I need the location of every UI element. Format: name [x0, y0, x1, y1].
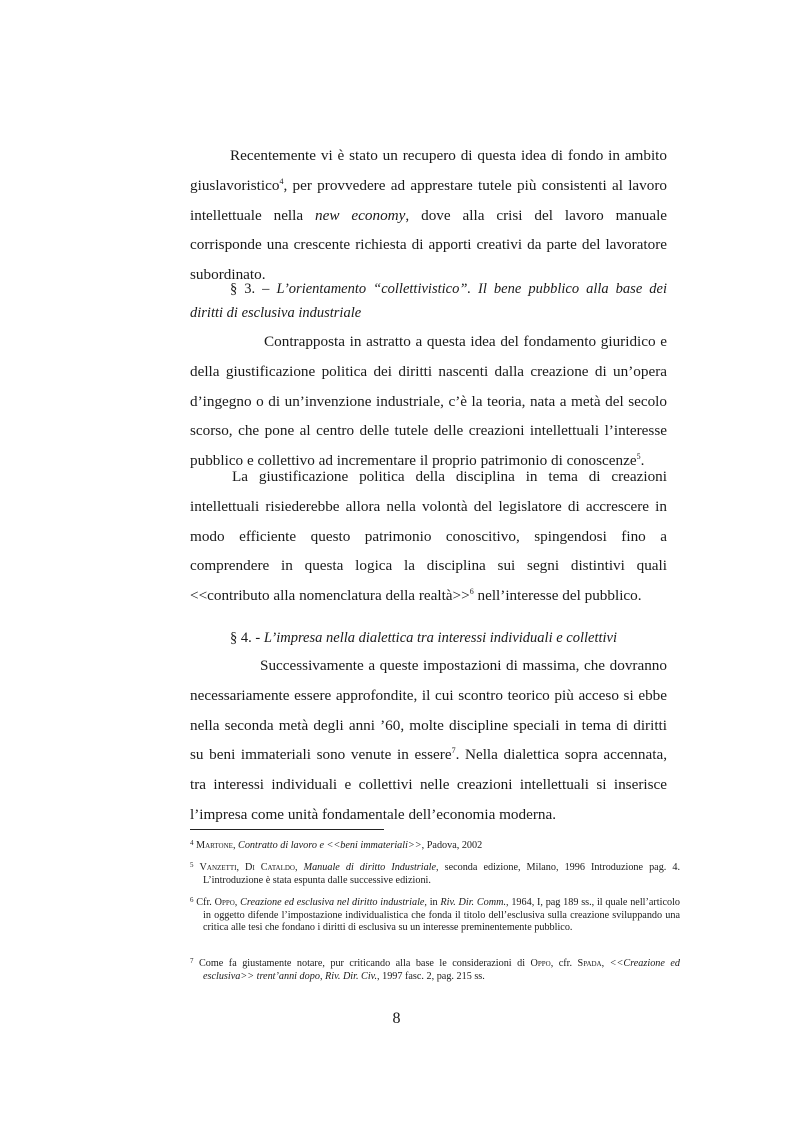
journal: Riv. Dir. Civ.: [325, 970, 377, 982]
author: Oppo: [214, 897, 235, 908]
text: , in: [424, 897, 441, 908]
text: ,: [295, 862, 304, 873]
work-title: Contratto di lavoro e <<beni immateriali>>: [238, 840, 422, 851]
footnote-7: [190, 958, 680, 983]
section-heading-4: [190, 626, 667, 650]
paragraph-contrapposta: [190, 327, 667, 476]
work-title: Manuale di diritto Industriale: [303, 862, 437, 873]
footnote-number: 4: [190, 839, 194, 847]
section-number: § 3. –: [230, 281, 277, 297]
text: , per provvedere ad apprestare tutele più consistenti al lavoro intellettuale nella: [190, 176, 667, 224]
text: , dove alla crisi del lavoro manuale corrisponde una crescente richiesta di apporti creativi da parte del lavoratore subordinato.: [190, 206, 668, 284]
section-number: § 4. -: [230, 630, 264, 646]
text: Cfr.: [196, 897, 215, 908]
text: nell’interesse del pubblico.: [473, 587, 642, 605]
footnote-ref-6[interactable]: 6: [469, 587, 474, 597]
text: Contrapposta in astratto a questa idea del fondamento giuridico e della giustificazione politica dei diritti nascenti dalla creazione di un’opera d’ingegno o di un’invenzione industriale, c’è la teoria, nata a metà del secolo scorso, che pone al centro delle tutele delle creazioni intellettuali l’interesse pubblico e collettivo ad incrementare il proprio patrimonio di conoscenze: [190, 333, 667, 470]
work-title: Creazione ed esclusiva nel diritto industriale: [240, 897, 425, 908]
text: . Nella dialettica sopra accennata, tra interessi individuali e collettivi nelle creazioni intellettuali si inserisce l’impresa come unità fondamentale dell’economia moderna.: [190, 746, 667, 823]
footnote-number: 7: [190, 957, 194, 965]
page-number: 8: [392, 1010, 401, 1027]
text: , seconda edizione, Milano, 1996 Introduzione pag. 4. L’introduzione è stata espunta dalle successive edizioni.: [203, 862, 681, 886]
footnote-5: [190, 862, 680, 887]
text: La giustificazione politica della disciplina in tema di creazioni intellettuali risiederebbe allora nella volontà del legislatore di accrescere in modo efficiente questo patrimonio conoscitivo, spingendosi fino a comprendere in questa logica la disciplina sui segni distintivi quali <<contributo alla nomenclatura della realtà>>: [190, 468, 667, 605]
italic-term: new economy: [315, 206, 406, 224]
author: Vanzetti, Di Cataldo: [199, 862, 295, 873]
footnote-ref-5[interactable]: 5: [636, 452, 641, 462]
footnote-ref-7[interactable]: 7: [451, 746, 456, 756]
section-title: L’impresa nella dialettica tra interessi individuali e collettivi: [263, 630, 618, 646]
section-heading-3: [190, 277, 667, 325]
text: ,: [319, 970, 326, 982]
author: Oppo: [530, 958, 551, 969]
work-title: <<Creazione ed esclusiva>> trent’anni dopo: [203, 958, 681, 982]
section-title: L’orientamento “collettivistico”. Il bene pubblico alla base dei diritti di esclusiva industriale: [190, 281, 667, 321]
text: ,: [234, 897, 241, 908]
text: , 1997 fasc. 2, pag. 215 ss.: [377, 970, 485, 982]
footnote-ref-4[interactable]: 4: [279, 176, 284, 186]
footnote-number: 6: [190, 896, 194, 904]
text: , 1964, I, pag 189 ss., il quale nell’articolo in oggetto difende l’impostazione individualistica che fonda il titolo dell’esclusiva sulla creazione sviluppando una critica alle tesi che fondano i diritti di esclusiva su un interesse preminentemente pubblico.: [203, 897, 680, 934]
text: Successivamente a queste impostazioni di massima, che dovranno necessariamente essere approfondite, il cui scontro teorico più acceso si ebbe nella seconda metà degli anni ’60, molte discipline speciali in tema di diritti su beni immateriali sono venute in essere: [190, 657, 667, 764]
footnote-6: [190, 897, 680, 935]
text: ,: [601, 958, 610, 969]
paragraph-successivamente: [190, 651, 667, 830]
footnote-number: 5: [190, 861, 194, 869]
paragraph-recupero: [190, 141, 667, 290]
author: Spada: [577, 958, 602, 969]
text: , Padova, 2002: [421, 840, 483, 851]
text: .: [640, 452, 645, 470]
footnote-separator: [190, 829, 384, 830]
journal: Riv. Dir. Comm.: [440, 897, 507, 908]
text: , cfr.: [550, 958, 578, 969]
text: ,: [232, 840, 239, 851]
text: Come fa giustamente notare, pur criticando alla base le considerazioni di: [198, 958, 531, 969]
paragraph-giustificazione: [190, 462, 667, 611]
text: Recentemente vi è stato un recupero di questa idea di fondo in ambito giuslavoristico: [190, 147, 667, 194]
footnote-4: [190, 840, 680, 853]
author: Martone: [196, 840, 233, 851]
